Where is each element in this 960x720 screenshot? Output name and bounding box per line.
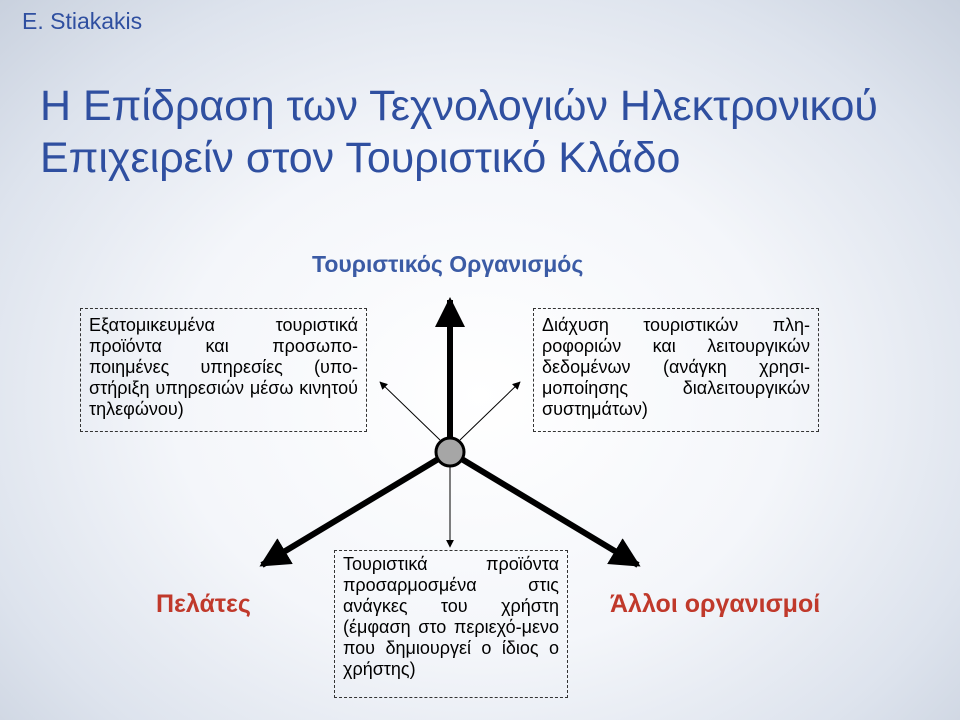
hub-node: [436, 438, 464, 466]
clients-label: Πελάτες: [156, 590, 251, 618]
thin-arrow-right-box: [460, 382, 520, 440]
organization-label: Τουριστικός Οργανισμός: [312, 251, 584, 277]
right-info-box: Διάχυση τουριστικών πλη-ροφοριών και λειτουργικών δεδομένων (ανάγκη χρησι-μοποίησης διαλειτουργικών συστημάτων): [533, 308, 819, 432]
title-line-2: Επιχειρείν στον Τουριστικό Κλάδο: [40, 134, 681, 182]
thin-arrow-left-box: [380, 382, 440, 440]
center-info-box: Τουριστικά προϊόντα προσαρμοσμένα στις ανάγκες του χρήστη (έμφαση στο περιεχό-μενο που δημιουργεί ο ίδιος ο χρήστης): [334, 550, 568, 698]
left-info-box: Εξατομικευμένα τουριστικά προϊόντα και προσωπο-ποιημένες υπηρεσίες (υπο-στήριξη υπηρεσιών μέσω κινητού τηλεφώνου): [80, 308, 367, 432]
arrow-to-clients: [262, 458, 440, 565]
author-name: E. Stiakakis: [22, 8, 143, 34]
title-line-1: Η Επίδραση των Τεχνολογιών Ηλεκτρονικού: [40, 82, 878, 130]
arrow-to-other-organizations: [460, 458, 638, 565]
other-organizations-label: Άλλοι οργανισμοί: [610, 590, 821, 618]
